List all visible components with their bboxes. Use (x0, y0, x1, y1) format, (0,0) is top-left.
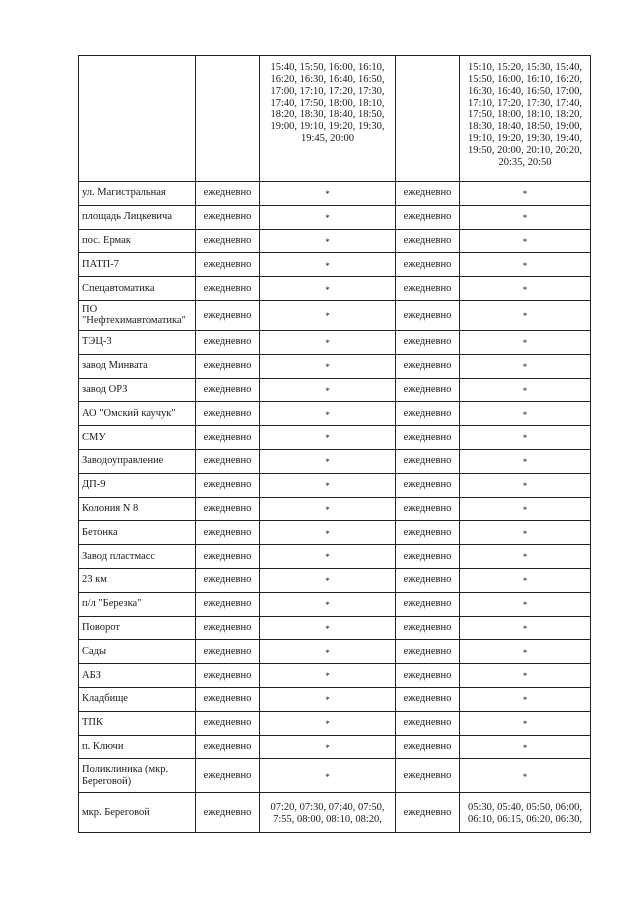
stop-name: Заводоуправление (79, 449, 196, 473)
stop-name: завод ОРЗ (79, 378, 196, 402)
time-mark: * (260, 616, 396, 640)
frequency: ежедневно (196, 378, 260, 402)
frequency: ежедневно (196, 497, 260, 521)
stop-name: СМУ (79, 426, 196, 450)
table-row (79, 664, 591, 688)
stop-name: Поликлиника (мкр. Береговой) (79, 759, 196, 793)
table-row (79, 354, 591, 378)
time-mark: * (260, 205, 396, 229)
time-mark: * (260, 277, 396, 301)
time-mark: * (260, 330, 396, 354)
frequency: ежедневно (396, 300, 460, 330)
frequency: ежедневно (396, 687, 460, 711)
table-row (79, 568, 591, 592)
frequency: ежедневно (196, 759, 260, 793)
stop-name: пос. Ермак (79, 229, 196, 253)
frequency: ежедневно (196, 426, 260, 450)
time-mark: * (460, 229, 591, 253)
frequency: ежедневно (396, 592, 460, 616)
frequency: ежедневно (396, 793, 460, 833)
frequency: ежедневно (196, 735, 260, 759)
frequency: ежедневно (196, 277, 260, 301)
table-row (79, 253, 591, 277)
stop-name: Кладбище (79, 687, 196, 711)
stop-name: п/л "Березка" (79, 592, 196, 616)
stop-name: ТЭЦ-3 (79, 330, 196, 354)
table-row (79, 330, 591, 354)
stop-name: ПАТП-7 (79, 253, 196, 277)
time-mark: * (460, 277, 591, 301)
time-mark: * (260, 521, 396, 545)
table-row (79, 711, 591, 735)
stop-name: площадь Лицкевича (79, 205, 196, 229)
table-row (79, 473, 591, 497)
time-mark: * (460, 664, 591, 688)
frequency: ежедневно (196, 521, 260, 545)
frequency: ежедневно (196, 616, 260, 640)
frequency: ежедневно (396, 497, 460, 521)
time-mark: * (260, 640, 396, 664)
frequency: ежедневно (196, 449, 260, 473)
time-mark: * (260, 449, 396, 473)
table-row (79, 426, 591, 450)
table-row (79, 205, 591, 229)
empty-cell (79, 56, 196, 182)
table-row (79, 182, 591, 206)
frequency: ежедневно (196, 545, 260, 569)
frequency: ежедневно (196, 402, 260, 426)
frequency: ежедневно (396, 664, 460, 688)
frequency: ежедневно (396, 545, 460, 569)
stop-name: мкр. Береговой (79, 793, 196, 833)
time-mark: * (460, 182, 591, 206)
frequency: ежедневно (196, 664, 260, 688)
time-mark: * (460, 378, 591, 402)
empty-cell (196, 56, 260, 182)
table-row (79, 402, 591, 426)
frequency: ежедневно (196, 229, 260, 253)
frequency: ежедневно (396, 759, 460, 793)
frequency: ежедневно (396, 229, 460, 253)
frequency: ежедневно (396, 205, 460, 229)
frequency: ежедневно (196, 793, 260, 833)
table-row (79, 616, 591, 640)
time-mark: * (260, 687, 396, 711)
departure-times-a: 07:20, 07:30, 07:40, 07:50, 7:55, 08:00, 08:10, 08:20, (260, 793, 396, 833)
table-row (79, 521, 591, 545)
stop-name: Завод пластмасс (79, 545, 196, 569)
time-mark: * (460, 426, 591, 450)
frequency: ежедневно (396, 182, 460, 206)
frequency: ежедневно (396, 616, 460, 640)
time-mark: * (460, 253, 591, 277)
time-mark: * (460, 330, 591, 354)
frequency: ежедневно (196, 300, 260, 330)
time-mark: * (260, 545, 396, 569)
frequency: ежедневно (196, 687, 260, 711)
time-mark: * (460, 300, 591, 330)
frequency: ежедневно (396, 568, 460, 592)
time-mark: * (260, 253, 396, 277)
schedule-table (78, 55, 591, 833)
table-row (79, 497, 591, 521)
stop-name: Поворот (79, 616, 196, 640)
stop-name: ТПК (79, 711, 196, 735)
table-row (79, 449, 591, 473)
stop-name: Бетонка (79, 521, 196, 545)
time-mark: * (260, 735, 396, 759)
stop-name: Колония N 8 (79, 497, 196, 521)
time-mark: * (260, 759, 396, 793)
time-mark: * (260, 300, 396, 330)
time-mark: * (460, 592, 591, 616)
table-row (79, 592, 591, 616)
frequency: ежедневно (196, 711, 260, 735)
stop-name: ДП-9 (79, 473, 196, 497)
frequency: ежедневно (396, 330, 460, 354)
frequency: ежедневно (396, 402, 460, 426)
frequency: ежедневно (396, 521, 460, 545)
time-mark: * (260, 402, 396, 426)
stop-name: п. Ключи (79, 735, 196, 759)
stop-name: ул. Магистральная (79, 182, 196, 206)
time-mark: * (460, 711, 591, 735)
time-mark: * (260, 378, 396, 402)
frequency: ежедневно (196, 253, 260, 277)
frequency: ежедневно (396, 277, 460, 301)
frequency: ежедневно (396, 449, 460, 473)
departure-times-a: 15:40, 15:50, 16:00, 16:10, 16:20, 16:30, 16:40, 16:50, 17:00, 17:10, 17:20, 17:30, 17:40, 17:50, 18:00, 18:10, 18:20, 18:30, 18:40, 18:50, 19:00, 19:10, 19:20, 19:30, 19:45, 20:00 (260, 56, 396, 182)
frequency: ежедневно (196, 205, 260, 229)
time-mark: * (460, 640, 591, 664)
table-row (79, 378, 591, 402)
frequency: ежедневно (196, 182, 260, 206)
stop-name: Сады (79, 640, 196, 664)
stop-name: 23 км (79, 568, 196, 592)
departure-times-b: 15:10, 15:20, 15:30, 15:40, 15:50, 16:00, 16:10, 16:20, 16:30, 16:40, 16:50, 17:00, 17:10, 17:20, 17:30, 17:40, 17:50, 18:00, 18:10, 18:20, 18:30, 18:40, 18:50, 19:00, 19:10, 19:20, 19:30, 19:40, 19:50, 20:00, 20:10, 20:20, 20:35, 20:50 (460, 56, 591, 182)
time-mark: * (460, 759, 591, 793)
frequency: ежедневно (396, 473, 460, 497)
table-row (79, 759, 591, 793)
time-mark: * (260, 354, 396, 378)
time-mark: * (460, 616, 591, 640)
stop-name: Спецавтоматика (79, 277, 196, 301)
time-mark: * (260, 711, 396, 735)
frequency: ежедневно (396, 253, 460, 277)
stop-name: ПО "Нефтехимавтоматика" (79, 300, 196, 330)
table-row (79, 277, 591, 301)
time-mark: * (260, 473, 396, 497)
frequency: ежедневно (396, 378, 460, 402)
time-mark: * (460, 687, 591, 711)
frequency: ежедневно (196, 330, 260, 354)
time-mark: * (460, 449, 591, 473)
time-mark: * (460, 735, 591, 759)
frequency: ежедневно (396, 735, 460, 759)
time-mark: * (460, 545, 591, 569)
frequency: ежедневно (196, 592, 260, 616)
empty-cell (396, 56, 460, 182)
time-mark: * (260, 229, 396, 253)
stop-name: завод Минвата (79, 354, 196, 378)
table-row (79, 640, 591, 664)
frequency: ежедневно (196, 568, 260, 592)
frequency: ежедневно (196, 354, 260, 378)
table-row (79, 545, 591, 569)
frequency: ежедневно (196, 473, 260, 497)
table-row (79, 300, 591, 330)
time-mark: * (260, 592, 396, 616)
time-mark: * (260, 182, 396, 206)
time-mark: * (460, 205, 591, 229)
departure-times-b: 05:30, 05:40, 05:50, 06:00, 06:10, 06:15, 06:20, 06:30, (460, 793, 591, 833)
time-mark: * (260, 568, 396, 592)
frequency: ежедневно (396, 426, 460, 450)
table-row (79, 229, 591, 253)
time-mark: * (260, 497, 396, 521)
time-mark: * (460, 521, 591, 545)
frequency: ежедневно (396, 711, 460, 735)
frequency: ежедневно (196, 640, 260, 664)
time-mark: * (260, 664, 396, 688)
frequency: ежедневно (396, 354, 460, 378)
time-mark: * (460, 473, 591, 497)
time-mark: * (460, 497, 591, 521)
header-times-row (79, 56, 591, 182)
table-row (79, 735, 591, 759)
table-row-last (79, 793, 591, 833)
time-mark: * (460, 568, 591, 592)
stop-name: АБЗ (79, 664, 196, 688)
time-mark: * (460, 402, 591, 426)
time-mark: * (460, 354, 591, 378)
frequency: ежедневно (396, 640, 460, 664)
stop-name: АО "Омский каучук" (79, 402, 196, 426)
time-mark: * (260, 426, 396, 450)
table-row (79, 687, 591, 711)
